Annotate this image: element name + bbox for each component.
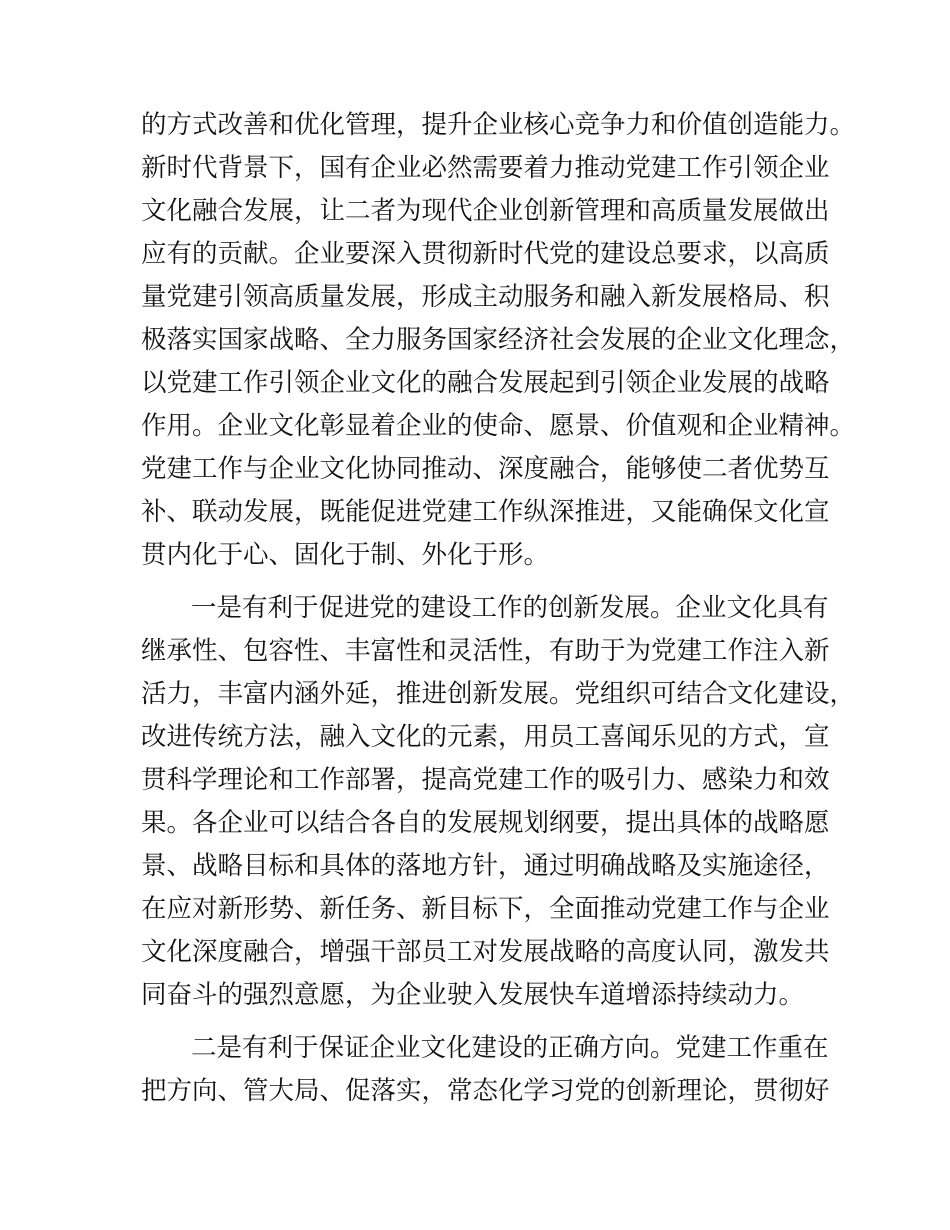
paragraph-1 [141, 104, 856, 577]
text-line: 应有的贡献。企业要深入贯彻新时代党的建设总要求，以高质 [141, 239, 830, 269]
text-line: 作用。企业文化彰显着企业的使命、愿景、价值观和企业精神。 [141, 411, 856, 441]
text-line: 新时代背景下，国有企业必然需要着力推动党建工作引领企业 [141, 153, 830, 183]
text-line: 文化融合发展，让二者为现代企业创新管理和高质量发展做出 [141, 196, 830, 226]
paragraph-2 [141, 587, 856, 1017]
paragraph-gap [141, 577, 821, 587]
text-line: 极落实国家战略、全力服务国家经济社会发展的企业文化理念， [141, 325, 856, 355]
document-body [141, 104, 856, 1113]
text-line: 活力，丰富内涵外延，推进创新发展。党组织可结合文化建设， [141, 679, 856, 709]
text-line: 补、联动发展，既能促进党建工作纵深推进，又能确保文化宣 [141, 497, 830, 527]
text-line: 把方向、管大局、促落实，常态化学习党的创新理论，贯彻好 [141, 1076, 830, 1106]
text-line: 果。各企业可以结合各自的发展规划纲要，提出具体的战略愿 [141, 808, 830, 838]
text-line: 景、战略目标和具体的落地方针，通过明确战略及实施途径， [141, 851, 830, 881]
text-line: 文化深度融合，增强干部员工对发展战略的高度认同，激发共 [141, 937, 830, 967]
text-line: 的方式改善和优化管理，提升企业核心竞争力和价值创造能力。 [141, 110, 856, 140]
text-line: 以党建工作引领企业文化的融合发展起到引领企业发展的战略 [141, 368, 830, 398]
text-line: 贯科学理论和工作部署，提高党建工作的吸引力、感染力和效 [141, 765, 830, 795]
text-line: 在应对新形势、新任务、新目标下，全面推动党建工作与企业 [141, 894, 830, 924]
text-line: 继承性、包容性、丰富性和灵活性，有助于为党建工作注入新 [141, 636, 830, 666]
text-line: 同奋斗的强烈意愿，为企业驶入发展快车道增添持续动力。 [141, 980, 805, 1010]
text-line-indented: 一是有利于促进党的建设工作的创新发展。企业文化具有 [191, 593, 829, 623]
paragraph-3 [141, 1027, 830, 1113]
text-line: 量党建引领高质量发展，形成主动服务和融入新发展格局、积 [141, 282, 830, 312]
text-line: 党建工作与企业文化协同推动、深度融合，能够使二者优势互 [141, 454, 830, 484]
paragraph-gap [141, 1017, 821, 1027]
text-line: 贯内化于心、固化于制、外化于形。 [141, 540, 550, 570]
text-line-indented: 二是有利于保证企业文化建设的正确方向。党建工作重在 [191, 1033, 829, 1063]
text-line: 改进传统方法，融入文化的元素，用员工喜闻乐见的方式，宣 [141, 722, 830, 752]
